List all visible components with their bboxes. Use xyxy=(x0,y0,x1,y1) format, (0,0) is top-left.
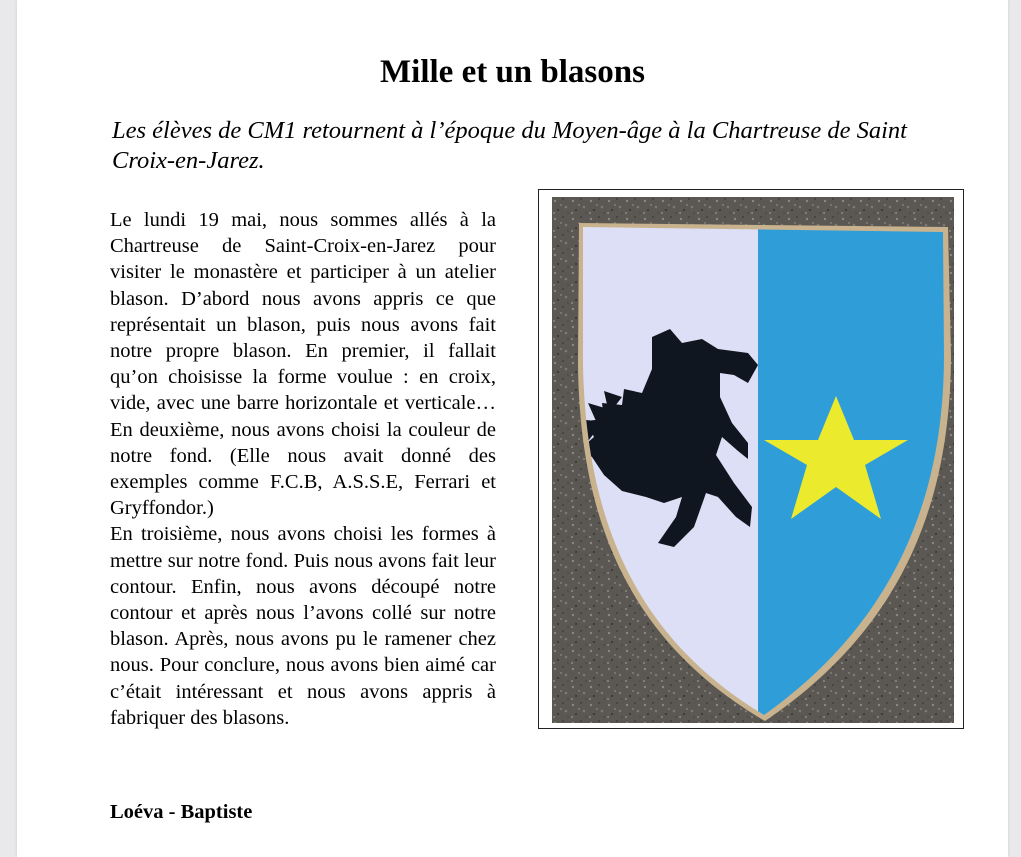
body-paragraph-2: En troisième, nous avons choisi les formes à mettre sur notre fond. Puis nous avons fait leur contour. Enfin, nous avons découpé notre contour et après nous l’avons collé sur notre blason. Après, nous avons pu le ramener chez nous. Pour conclure, nous avons bien aimé car c’était intéressant et nous avons appris à fabriquer des blasons. xyxy=(110,523,496,729)
article-title: Mille et un blasons xyxy=(380,54,645,90)
body-paragraph-1: Le lundi 19 mai, nous sommes allés à la Chartreuse de Saint-Croix-en-Jarez pour visiter le monastère et participer à un atelier blason. D’abord nous avons appris ce que représentait un blason, puis nous avons fait notre propre blason. En premier, il fallait qu’on choisisse la forme voulue : en croix, vide, avec une barre horizontale et verticale… En deuxième, nous avons choisi la couleur de notre fond. (Elle nous avait donné des exemples comme F.C.B, A.S.S.E, Ferrari et Gryffondor.) xyxy=(110,209,496,520)
document-page xyxy=(17,0,1008,857)
article-subtitle: Les élèves de CM1 retournent à l’époque du Moyen-âge à la Chartreuse de Saint Croix-en-Jarez. xyxy=(112,117,907,174)
shield-photo xyxy=(552,197,954,723)
photo-frame xyxy=(538,189,964,729)
article-body xyxy=(110,207,496,731)
article-author: Loéva - Baptiste xyxy=(110,801,253,823)
